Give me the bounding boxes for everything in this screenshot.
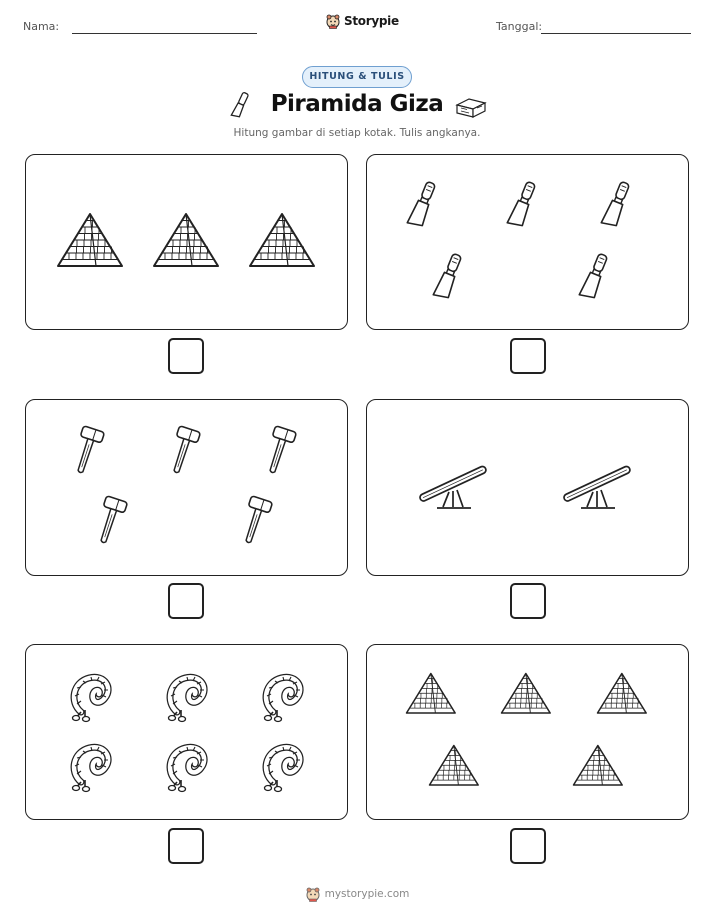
- pyramid-icon: [152, 212, 220, 270]
- storypie-mascot-icon: [325, 13, 341, 29]
- pyramid-icon: [572, 744, 624, 788]
- page-title: Piramida Giza: [270, 91, 444, 117]
- storypie-mascot-icon: [305, 886, 321, 902]
- mallet-icon: [264, 426, 294, 476]
- footer: [0, 886, 714, 902]
- chisel-icon: [508, 180, 536, 230]
- pyramid-icon: [428, 744, 480, 788]
- count-panel-6: [366, 644, 689, 820]
- answer-box-3[interactable]: [168, 583, 204, 619]
- logo-text: Storypie: [344, 14, 399, 28]
- chisel-icon: [602, 180, 630, 230]
- answer-box-6[interactable]: [510, 828, 546, 864]
- pyramid-icon: [500, 672, 552, 716]
- activity-badge: HITUNG & TULIS: [302, 66, 412, 88]
- pyramid-icon: [248, 212, 316, 270]
- name-label: Nama:: [23, 20, 60, 33]
- count-panel-4: [366, 399, 689, 576]
- rope-icon: [163, 742, 209, 792]
- date-label: Tanggal:: [496, 20, 543, 33]
- lever-icon: [417, 462, 491, 510]
- pyramid-icon: [56, 212, 124, 270]
- rope-icon: [259, 672, 305, 722]
- rope-icon: [163, 672, 209, 722]
- pyramid-icon: [405, 672, 457, 716]
- storypie-logo: [325, 13, 399, 29]
- instructions: Hitung gambar di setiap kotak. Tulis angkanya.: [233, 127, 481, 139]
- answer-box-5[interactable]: [168, 828, 204, 864]
- mallet-icon: [72, 426, 102, 476]
- mallet-icon: [95, 496, 125, 546]
- pyramid-icon: [596, 672, 648, 716]
- rope-icon: [259, 742, 305, 792]
- chisel-icon: [580, 252, 608, 302]
- answer-box-4[interactable]: [510, 583, 546, 619]
- rope-icon: [67, 742, 113, 792]
- answer-box-1[interactable]: [168, 338, 204, 374]
- chisel-icon: [408, 180, 436, 230]
- mallet-icon: [240, 496, 270, 546]
- name-field[interactable]: [72, 33, 257, 34]
- stone-block-icon: [455, 95, 487, 119]
- lever-icon: [561, 462, 635, 510]
- date-field[interactable]: [541, 33, 691, 34]
- footer-url: mystorypie.com: [324, 888, 410, 900]
- answer-box-2[interactable]: [510, 338, 546, 374]
- rope-icon: [67, 672, 113, 722]
- chisel-icon: [434, 252, 462, 302]
- count-panel-5: [25, 644, 348, 820]
- mallet-icon: [168, 426, 198, 476]
